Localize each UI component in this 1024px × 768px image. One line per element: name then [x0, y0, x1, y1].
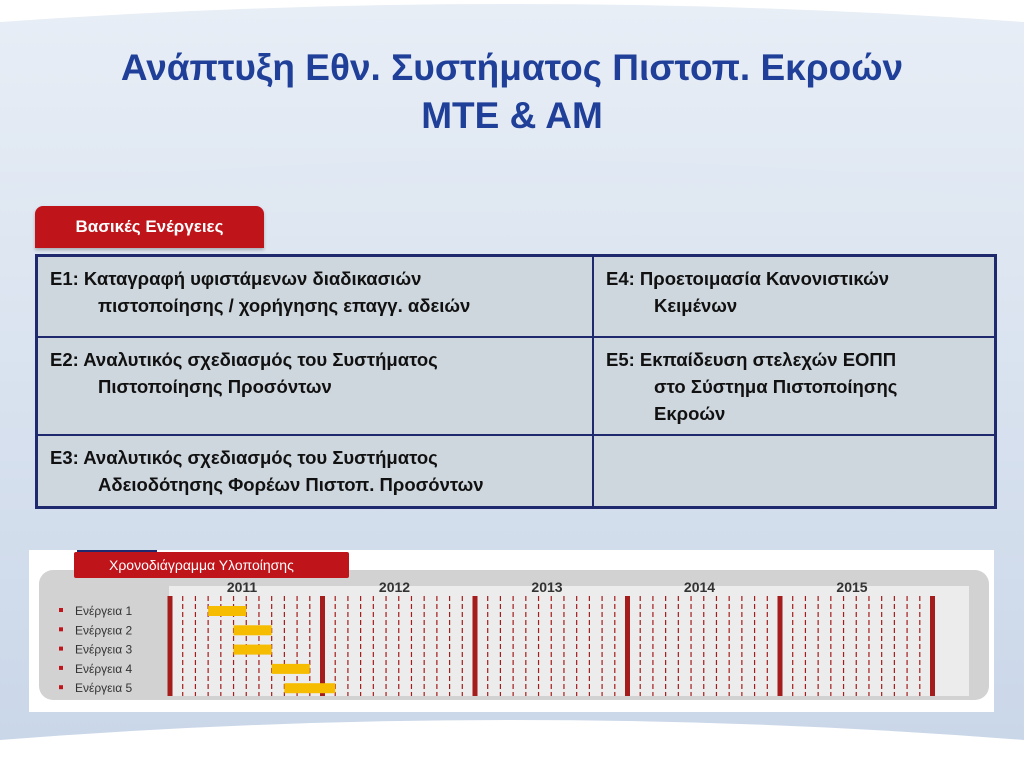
gantt-svg	[29, 550, 994, 712]
year-label: 2012	[378, 579, 411, 595]
year-label: 2015	[836, 579, 868, 595]
action-empty-cell	[593, 435, 995, 507]
year-divider	[168, 596, 173, 696]
action-e2-cell	[37, 337, 593, 435]
task-label: Ενέργεια 5	[75, 681, 133, 696]
task-bar	[272, 664, 310, 674]
task-bar	[284, 683, 335, 693]
action-e1-line1: Ε1: Καταγραφή υφιστάμενων διαδικασιών	[50, 268, 422, 289]
action-e2-line1: Ε2: Αναλυτικός σχεδιασμός του Συστήματος	[50, 349, 438, 370]
title-line-1: Ανάπτυξη Εθν. Συστήματος Πιστοπ. Εκροών	[120, 47, 904, 88]
year-label: 2011	[226, 579, 258, 595]
task-label: Ενέργεια 2	[75, 623, 133, 638]
basic-actions-tab: Βασικές Ενέργειες	[35, 206, 264, 248]
action-e4-cell	[593, 256, 995, 337]
title-line-2: ΜΤΕ & ΑΜ	[421, 95, 603, 136]
task-bullet	[59, 666, 63, 670]
action-e1-line2: πιστοποίησης / χορήγησης επαγγ. αδειών	[98, 295, 471, 316]
year-divider	[930, 596, 935, 696]
year-label: 2014	[683, 579, 716, 595]
task-label: Ενέργεια 3	[75, 642, 133, 657]
task-bullet	[59, 685, 63, 689]
actions-table	[35, 254, 997, 509]
action-e2-line2: Πιστοποίησης Προσόντων	[98, 376, 332, 397]
action-e5-line2: στο Σύστημα Πιστοποίησης	[654, 376, 898, 397]
action-e5-cell	[593, 337, 995, 435]
gantt-track-bg	[169, 586, 969, 696]
action-e4-line2: Κειμένων	[654, 295, 738, 316]
year-divider	[473, 596, 478, 696]
action-e3-cell	[37, 435, 593, 507]
action-e1-cell	[37, 256, 593, 337]
year-divider	[320, 596, 325, 696]
action-e5-line3: Εκροών	[654, 403, 726, 424]
year-divider	[625, 596, 630, 696]
action-e4-line1: Ε4: Προετοιμασία Κανονιστικών	[606, 268, 889, 289]
task-bar	[208, 606, 246, 616]
action-e3-line2: Αδειοδότησης Φορέων Πιστοπ. Προσόντων	[98, 474, 484, 495]
task-label: Ενέργεια 4	[75, 661, 133, 676]
task-label: Ενέργεια 1	[75, 604, 133, 618]
task-bullet	[59, 647, 63, 651]
slide-title	[0, 44, 1024, 140]
task-bullet	[59, 608, 63, 612]
gantt-chart	[29, 550, 994, 712]
year-divider	[778, 596, 783, 696]
gantt-tab-label: Χρονοδιάγραμμα Υλοποίησης	[109, 557, 294, 573]
task-bullet	[59, 627, 63, 631]
task-bar	[234, 645, 272, 655]
task-bar	[234, 625, 272, 635]
action-e3-line1: Ε3: Αναλυτικός σχεδιασμός του Συστήματος	[50, 447, 438, 468]
action-e5-line1: Ε5: Εκπαίδευση στελεχών ΕΟΠΠ	[606, 349, 897, 370]
year-label: 2013	[531, 579, 563, 595]
